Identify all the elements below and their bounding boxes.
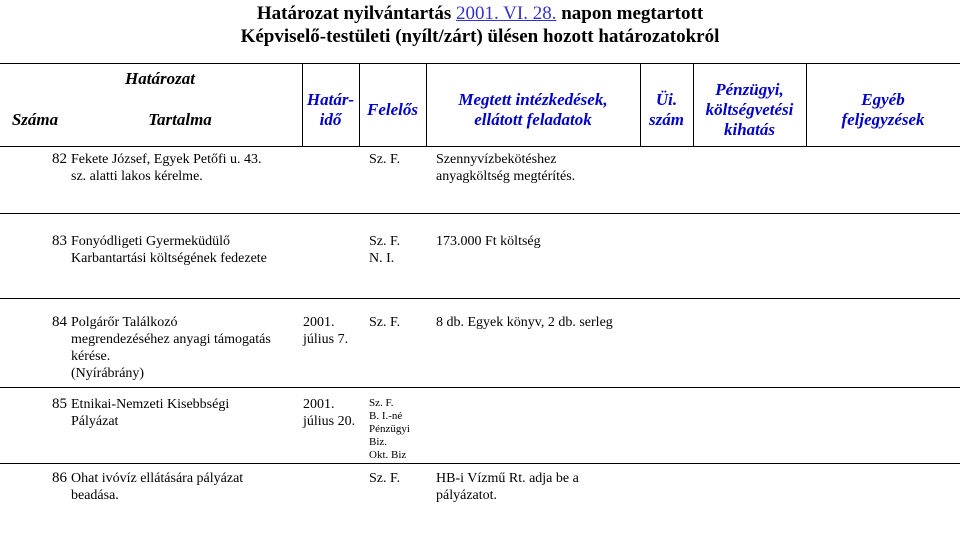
row-content-line: beadása. [71, 488, 119, 503]
row-content-line: Ohat ivóvíz ellátására pályázat [71, 471, 244, 486]
row-responsible-line: Sz. F. [369, 397, 394, 409]
row-divider [0, 387, 960, 388]
header-other-2: feljegyzések [841, 110, 925, 129]
document-title [0, 2, 960, 48]
row-content-line: kérése. [71, 349, 111, 364]
row-content-line: Etnikai-Nemzeti Kisebbségi [71, 397, 230, 412]
title-prefix: Határozat nyilvántartás [256, 3, 452, 24]
header-financial-2: költségvetési [705, 100, 794, 119]
row-content-line: Karbantartási költségének fedezete [71, 251, 267, 266]
title-line-2: Képviselő-testületi (nyílt/zárt) ülésen hozott határozatokról [240, 26, 720, 47]
row-divider [0, 298, 960, 299]
row-responsible-line: Biz. [369, 436, 388, 448]
row-divider [0, 463, 960, 464]
row-number: 83 [52, 233, 67, 249]
header-ui-1: Üi. [655, 90, 678, 109]
header-measures-1: Megtett intézkedések, [458, 90, 608, 109]
row-deadline-line: július 20. [303, 414, 356, 429]
header-other-1: Egyéb [861, 90, 905, 109]
row-measures-line: Szennyvízbekötéshez [436, 152, 557, 167]
table-header [0, 63, 960, 147]
row-responsible-line: Sz. F. [369, 471, 401, 486]
row-content-line: (Nyírábrány) [71, 366, 145, 381]
row-content-line: megrendezéséhez anyagi támogatás [71, 332, 271, 347]
row-measures-line: 173.000 Ft költség [436, 234, 541, 249]
row-number: 84 [52, 314, 67, 330]
row-measures-line: 8 db. Egyek könyv, 2 db. serleg [436, 315, 613, 330]
row-content-line: sz. alatti lakos kérelme. [71, 169, 203, 184]
row-divider [0, 213, 960, 214]
title-suffix: napon megtartott [561, 3, 704, 24]
title-line-1 [0, 2, 960, 25]
row-deadline-line: 2001. [303, 315, 335, 330]
row-content-line: Polgárőr Találkozó [71, 315, 178, 330]
row-measures-line: pályázatot. [436, 488, 498, 503]
row-responsible-line: Pénzügyi [369, 423, 410, 435]
header-responsible: Felelős [367, 100, 418, 119]
row-responsible-line: N. I. [369, 251, 395, 266]
row-number: 85 [52, 396, 67, 412]
header-group-label: Határozat [125, 69, 195, 88]
header-content: Tartalma [148, 110, 212, 129]
row-number: 86 [52, 470, 67, 486]
row-responsible-line: Sz. F. [369, 152, 401, 167]
row-responsible-line: B. I.-né [369, 410, 403, 422]
header-ui-2: szám [649, 110, 684, 129]
row-deadline-line: július 7. [303, 332, 349, 347]
header-deadline-1: Határ- [306, 90, 355, 109]
title-date: 2001. VI. 28. [455, 3, 557, 24]
row-responsible-line: Okt. Biz [369, 449, 407, 461]
row-responsible-line: Sz. F. [369, 315, 401, 330]
row-responsible-line: Sz. F. [369, 234, 401, 249]
row-measures-line: anyagköltség megtérítés. [436, 169, 576, 184]
row-content-line: Pályázat [71, 414, 119, 429]
header-measures-2: ellátott feladatok [474, 110, 592, 129]
header-financial-3: kihatás [723, 120, 776, 139]
header-deadline-2: idő [319, 110, 342, 129]
row-content-line: Fekete József, Egyek Petőfi u. 43. [71, 152, 262, 167]
header-financial-1: Pénzügyi, [715, 80, 784, 99]
row-deadline-line: 2001. [303, 397, 335, 412]
row-content-line: Fonyódligeti Gyermeküdülő [71, 234, 231, 249]
row-measures-line: HB-i Vízmű Rt. adja be a [436, 471, 579, 486]
row-number: 82 [52, 151, 67, 167]
header-number: Száma [11, 110, 59, 129]
